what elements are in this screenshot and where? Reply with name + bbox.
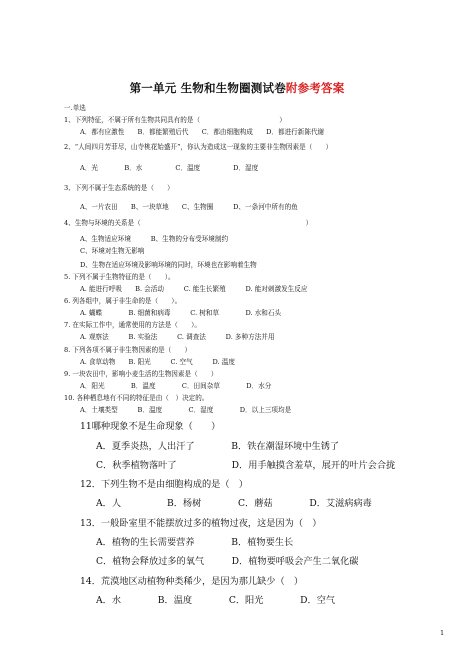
text-line: 4、生物与环境的关系是（ ） xyxy=(64,219,313,227)
text-line: 1、下列特征，不属于所有生物共同具有的是（ ） xyxy=(64,116,286,124)
text-line: 7. 在实际工作中，通常使用的方法是（ ）。 xyxy=(64,321,201,329)
text-line: 14．荒漠地区动植物种类稀少，是因为那儿缺少（ ） xyxy=(80,576,304,587)
text-line: A、一片农田 B、一块草地 C、生物圈 D、一条河中所有的鱼 xyxy=(80,203,298,211)
page-title xyxy=(0,80,474,96)
text-line: 6. 列各组中，属于非生命的是（ ）。 xyxy=(64,297,182,305)
text-line: A．植物的生长需要营养 B．植物要生长 xyxy=(96,537,294,548)
text-line: A．土壤类型 B．温度 C．湿度 D．以上三项均是 xyxy=(80,406,292,414)
text-line: C、环境对生物无影响 xyxy=(80,247,145,255)
text-line: 3、下列不属于生态系统的是（ ） xyxy=(64,184,174,192)
text-line: A. 食草动物 B. 阳光 C. 空气 D. 温度 xyxy=(80,358,235,366)
text-line: 5. 下列不属于生物特征的是（ ）。 xyxy=(64,273,175,281)
text-line: 11哪种现象不是生命现象（ ） xyxy=(80,421,221,432)
text-line: A．阳光 B．温度 C．田间杂草 D．水分 xyxy=(80,382,272,390)
text-line: 8. 下列各项不属于非生物因素的是（ ） xyxy=(64,346,192,354)
text-line: 10. 各种栖息地有不同的特征是由（ ）决定的。 xyxy=(64,394,209,402)
text-line: 2、“人间四月芳菲尽，山寺桃花始盛开”，你认为造成这一现象的主要非生物因素是（ ） xyxy=(64,143,333,151)
text-line: C．植物会释放过多的氧气 D．植物要呼吸会产生二氧化碳 xyxy=(96,556,359,567)
section-label: 一.单选 xyxy=(64,104,86,112)
text-line: 13．一般卧室里不能摆放过多的植物过夜，这是因为（ ） xyxy=(80,518,322,529)
text-line: A．人 B．杨树 C．蘑菇 D．艾滋病病毒 xyxy=(96,498,372,509)
text-line: A．都有应激性 B．都能繁殖后代 C．都由细胞构成 D．都进行新陈代谢 xyxy=(80,128,325,136)
text-line: 12．下列生物不是由细胞构成的是（ ） xyxy=(80,479,248,490)
text-line: C．秋季植物落叶了 D．用手触摸含羞草，展开的叶片会合拢 xyxy=(96,460,396,471)
title-main: 第一单元 生物和生物圈测试卷 xyxy=(129,81,286,95)
text-line: A．夏季炎热，人出汗了 B．铁在潮湿环境中生锈了 xyxy=(96,441,340,452)
text-line: A. 能进行呼吸 B. 会活动 C. 能生长繁殖 D. 能对刺激发生反应 xyxy=(80,285,308,293)
text-line: A．水 B．温度 C．阳光 D．空气 xyxy=(96,595,336,606)
text-line: D、生物在适应环境及影响环境的同时，环境也在影响着生物 xyxy=(80,261,257,269)
text-line: A. 观察法 B. 实验法 C. 调查法 D. 多种方法并用 xyxy=(80,333,275,341)
text-line: A、生物适应环境 B、生物的分布受环境制约 xyxy=(80,235,229,243)
text-line: A. 蝴蝶 B. 细菌和病毒 C. 树和草 D. 水和石头 xyxy=(80,309,282,317)
title-answer-note: 附参考答案 xyxy=(285,81,345,95)
text-line: 9. 一块农田中，影响小麦生活的生物因素是（ ） xyxy=(64,370,218,378)
page-number: 1 xyxy=(440,629,445,637)
text-line: A．光 B．水 C．温度 D．湿度 xyxy=(80,164,259,172)
